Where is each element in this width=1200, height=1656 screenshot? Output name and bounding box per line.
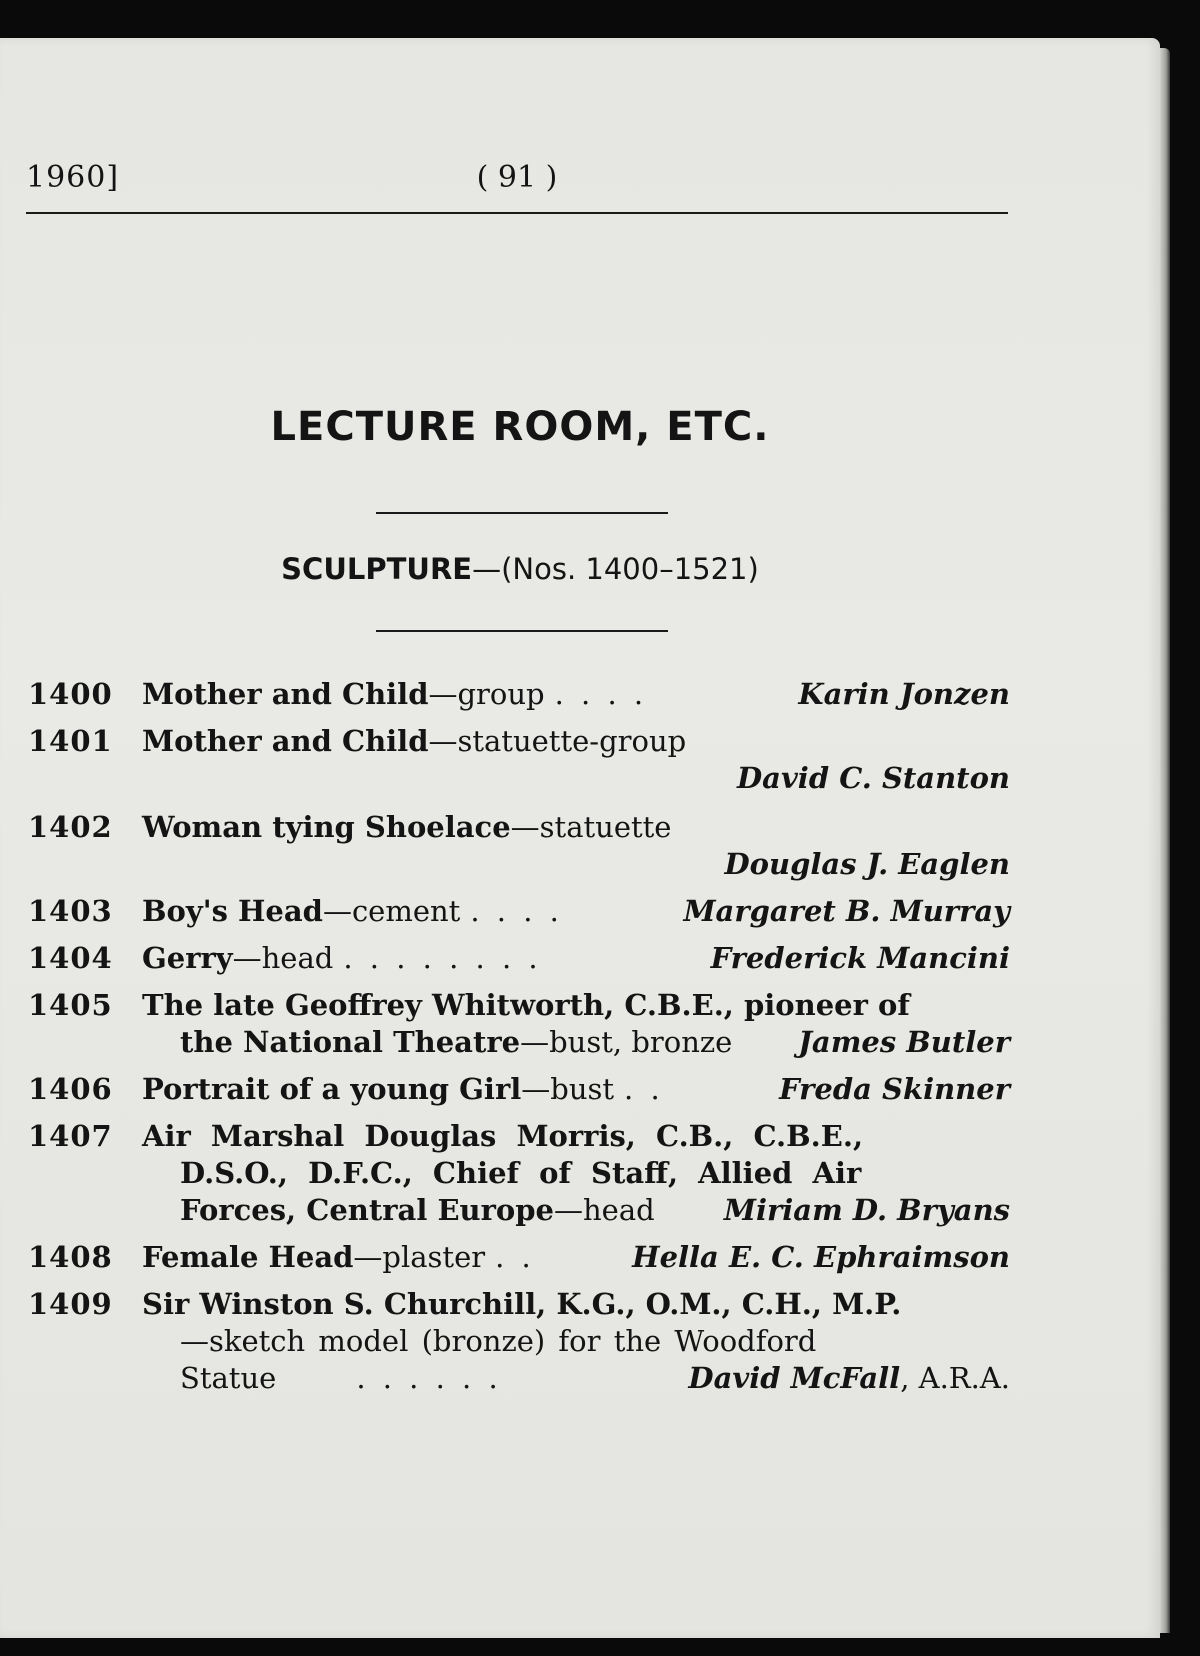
entry-title-line: D.S.O., D.F.C., Chief of Staff, Allied Air xyxy=(180,1156,862,1190)
list-item xyxy=(28,1239,1010,1276)
title-rule xyxy=(376,512,668,514)
entry-description: —head xyxy=(232,941,334,975)
entry-number: 1405 xyxy=(28,988,113,1022)
header-rule xyxy=(26,212,1008,214)
entry-artist: James Butler xyxy=(798,1025,1010,1059)
entry-description: —statuette-group xyxy=(428,724,687,758)
list-item xyxy=(28,940,1010,977)
entry-description: —cement xyxy=(322,894,461,928)
entry-number: 1400 xyxy=(28,677,113,711)
entry-artist: Margaret B. Murray xyxy=(683,894,1010,928)
entry-artist: Hella E. C. Ephraimson xyxy=(632,1240,1010,1274)
leader-dots: . . . . . . . . xyxy=(343,941,542,975)
entry-number: 1402 xyxy=(28,810,113,844)
entry-artist: David C. Stanton xyxy=(737,761,1010,795)
entry-title: Statue xyxy=(180,1361,277,1395)
entry-artist: David McFall xyxy=(688,1361,901,1395)
entry-description: —head xyxy=(553,1193,655,1227)
page-title: LECTURE ROOM, ETC. xyxy=(270,404,770,450)
entry-title-line: The late Geoffrey Whitworth, C.B.E., pioneer of xyxy=(142,988,910,1022)
entry-number: 1403 xyxy=(28,894,113,928)
list-item xyxy=(28,893,1010,930)
section-heading xyxy=(0,552,1040,586)
entry-number: 1401 xyxy=(28,724,113,758)
page-edge xyxy=(1160,48,1170,1633)
entry-artist: Freda Skinner xyxy=(779,1072,1010,1106)
entry-description: —group xyxy=(428,677,545,711)
entry-number: 1404 xyxy=(28,941,113,975)
entry-artist: Frederick Mancini xyxy=(710,941,1010,975)
entry-title: Portrait of a young Girl xyxy=(142,1072,522,1106)
entry-artist: Douglas J. Eaglen xyxy=(724,847,1010,881)
entry-title: Forces, Central Europe xyxy=(180,1193,554,1227)
list-item xyxy=(28,1118,1010,1229)
list-item xyxy=(28,1286,1010,1397)
entry-number: 1407 xyxy=(28,1119,113,1153)
section-label: SCULPTURE xyxy=(281,552,473,586)
leader-dots: . . . . . . xyxy=(356,1361,502,1395)
entry-description: —plaster xyxy=(353,1240,486,1274)
section-range: —(Nos. 1400–1521) xyxy=(472,552,759,586)
leader-dots: . . . . xyxy=(554,677,648,711)
sculpture-list xyxy=(28,676,1010,1397)
entry-title: Boy's Head xyxy=(142,894,323,928)
list-item xyxy=(28,1071,1010,1108)
page-number: ( 91 ) xyxy=(476,160,558,195)
entry-artist: Karin Jonzen xyxy=(798,677,1010,711)
list-item xyxy=(28,809,1010,883)
entry-title-line: Sir Winston S. Churchill, K.G., O.M., C.H., M.P. xyxy=(142,1287,902,1321)
entry-artist: Miriam D. Bryans xyxy=(723,1193,1010,1227)
section-rule xyxy=(376,630,668,632)
artist-suffix: , A.R.A. xyxy=(900,1361,1010,1395)
entry-artist-block xyxy=(688,1360,1010,1397)
entry-description: —bust, bronze xyxy=(520,1025,733,1059)
entry-title: Female Head xyxy=(142,1240,354,1274)
running-head-year: 1960] xyxy=(26,160,120,195)
entry-title: Mother and Child xyxy=(142,724,429,758)
entry-description-line: —sketch model (bronze) for the Woodford xyxy=(180,1324,817,1358)
entry-title: Gerry xyxy=(142,941,233,975)
entry-title-line: Air Marshal Douglas Morris, C.B., C.B.E., xyxy=(142,1119,864,1153)
list-item xyxy=(28,987,1010,1061)
entry-number: 1409 xyxy=(28,1287,113,1321)
leader-dots: . . xyxy=(624,1072,664,1106)
entry-number: 1406 xyxy=(28,1072,113,1106)
entry-number: 1408 xyxy=(28,1240,113,1274)
leader-dots: . . xyxy=(495,1240,535,1274)
running-head xyxy=(26,160,1008,200)
entry-description: —statuette xyxy=(510,810,672,844)
entry-title: Mother and Child xyxy=(142,677,429,711)
leader-dots: . . . . xyxy=(470,894,563,928)
list-item xyxy=(28,723,1010,797)
entry-title: the National Theatre xyxy=(180,1025,521,1059)
entry-description: —bust xyxy=(521,1072,615,1106)
list-item xyxy=(28,676,1010,713)
entry-title: Woman tying Shoelace xyxy=(142,810,511,844)
